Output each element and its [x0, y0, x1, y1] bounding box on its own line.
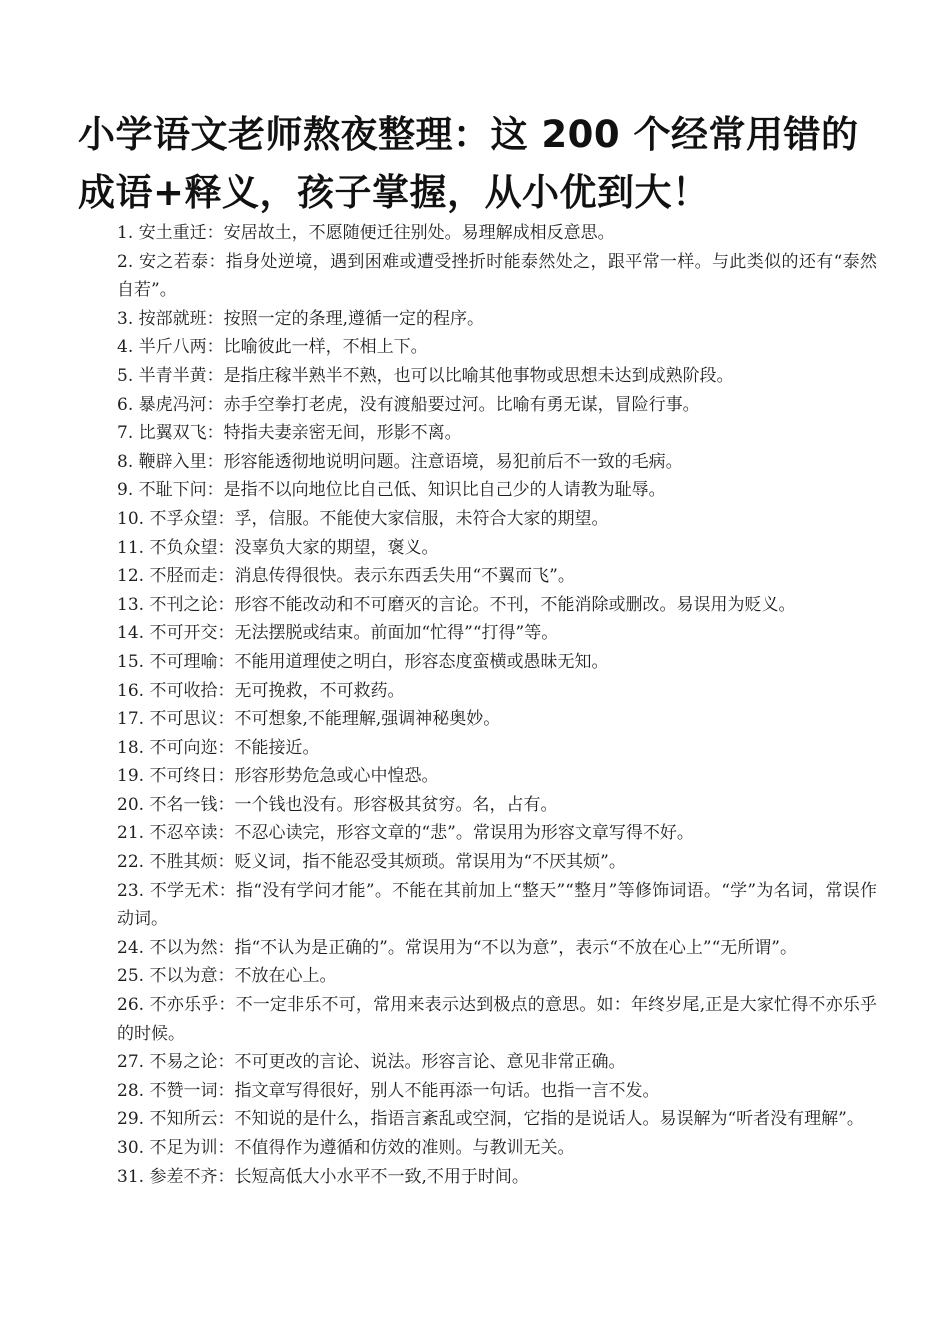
idiom-entry: 25. 不以为意：不放在心上。 [117, 966, 337, 987]
idiom-entry: 26. 不亦乐乎：不一定非乐不可，常用来表示达到极点的意思。如：年终岁尾,正是大家忙得不亦乐乎的时候。 [117, 995, 877, 1044]
idiom-entry: 30. 不足为训：不值得作为遵循和仿效的准则。与教训无关。 [117, 1138, 575, 1158]
idiom-entry: 4. 半斤八两：比喻彼此一样，不相上下。 [117, 337, 428, 358]
idiom-entry: 12. 不胫而走：消息传得很快。表示东西丢失用“不翼而飞”。 [117, 566, 575, 587]
idiom-entry: 11. 不负众望：没辜负大家的期望，褒义。 [117, 537, 439, 558]
idiom-entry: 1. 安土重迁：安居故土，不愿随便迁往别处。易理解成相反意思。 [117, 223, 615, 243]
idiom-entry: 3. 按部就班：按照一定的条理,遵循一定的程序。 [117, 308, 485, 329]
idiom-entry: 22. 不胜其烦：贬义词，指不能忍受其烦琐。常误用为“不厌其烦”。 [117, 852, 626, 873]
title-line-2: 成语+释义，孩子掌握，从小优到大！ [78, 171, 710, 214]
page-title [78, 106, 878, 222]
idiom-entry: 21. 不忍卒读：不忍心读完，形容文章的“悲”。常误用为形容文章写得不好。 [117, 823, 694, 844]
idiom-entry: 7. 比翼双飞：特指夫妻亲密无间，形影不离。 [117, 423, 462, 444]
idiom-entry: 13. 不刊之论：形容不能改动和不可磨灭的言论。不刊，不能消除或删改。易误用为贬义。 [117, 594, 796, 615]
idiom-entry: 24. 不以为然：指“不认为是正确的”。常误用为“不以为意”，表示“不放在心上”“无所谓”。 [117, 937, 797, 958]
idiom-list [117, 219, 877, 1191]
idiom-entry: 8. 鞭辟入里：形容能透彻地说明问题。注意语境，易犯前后不一致的毛病。 [117, 451, 683, 472]
idiom-entry: 15. 不可理喻：不能用道理使之明白，形容态度蛮横或愚昧无知。 [117, 651, 609, 672]
idiom-entry: 6. 暴虎冯河：赤手空拳打老虎，没有渡船要过河。比喻有勇无谋，冒险行事。 [117, 394, 700, 415]
idiom-entry: 14. 不可开交：无法摆脱或结束。前面加“忙得”“打得”等。 [117, 623, 559, 644]
idiom-entry: 5. 半青半黄：是指庄稼半熟半不熟，也可以比喻其他事物或思想未达到成熟阶段。 [117, 365, 734, 386]
idiom-entry: 28. 不赞一词：指文章写得很好，别人不能再添一句话。也指一言不发。 [117, 1080, 660, 1101]
title-line-1: 小学语文老师熬夜整理：这 200 个经常用错的 [78, 113, 859, 156]
idiom-entry: 10. 不孚众望：孚，信服。不能使大家信服，未符合大家的期望。 [117, 508, 609, 529]
idiom-entry: 20. 不名一钱：一个钱也没有。形容极其贫穷。名，占有。 [117, 794, 558, 815]
idiom-entry: 19. 不可终日：形容形势危急或心中惶恐。 [117, 766, 439, 787]
idiom-entry: 31. 参差不齐：长短高低大小水平不一致,不用于时间。 [117, 1166, 529, 1187]
idiom-entry: 2. 安之若泰：指身处逆境，遇到困难或遭受挫折时能泰然处之，跟平常一样。与此类似的还有“泰然自若”。 [117, 251, 877, 301]
idiom-entry: 27. 不易之论：不可更改的言论、说法。形容言论、意见非常正确。 [117, 1052, 626, 1073]
idiom-entry: 23. 不学无术：指“没有学问才能”。不能在其前加上“整天”“整月”等修饰词语。“学”为名词，常误作动词。 [117, 880, 877, 930]
idiom-entry: 17. 不可思议：不可想象,不能理解,强调神秘奥妙。 [117, 709, 501, 730]
idiom-entry: 18. 不可向迩：不能接近。 [117, 737, 320, 758]
idiom-entry: 16. 不可收拾：无可挽救，不可救药。 [117, 680, 405, 701]
idiom-entry: 29. 不知所云：不知说的是什么，指语言紊乱或空洞，它指的是说话人。易误解为“听者没有理解”。 [117, 1109, 864, 1130]
idiom-entry: 9. 不耻下问：是指不以向地位比自己低、知识比自己少的人请教为耻辱。 [117, 480, 666, 501]
